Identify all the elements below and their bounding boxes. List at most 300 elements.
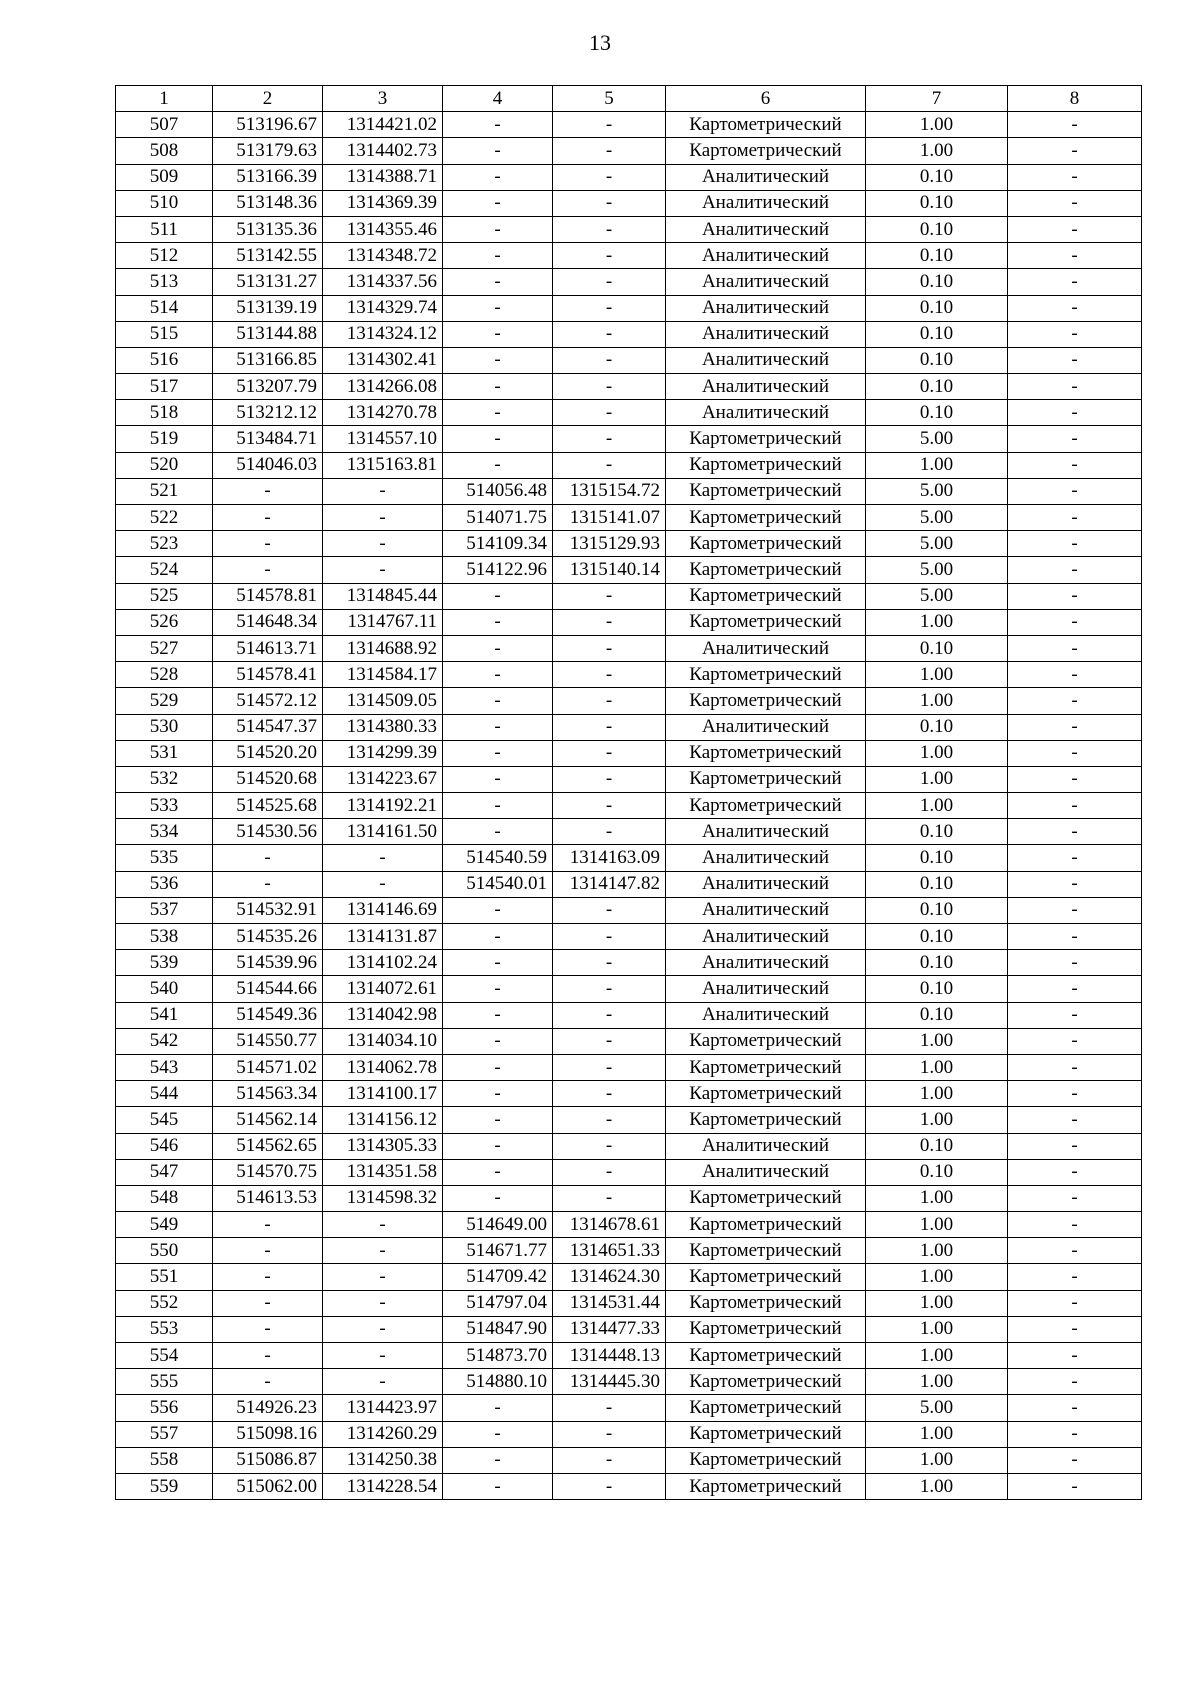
description-cell: - (1008, 845, 1142, 871)
accuracy-cell: 1.00 (866, 138, 1008, 164)
accuracy-cell: 0.10 (866, 714, 1008, 740)
method-cell: Аналитический (666, 950, 866, 976)
point-number-cell: 526 (116, 609, 213, 635)
x-coordinate-cell: 514572.12 (213, 688, 323, 714)
table-row (116, 164, 1142, 190)
x-new-cell: - (443, 583, 553, 609)
table-row (116, 426, 1142, 452)
x-coordinate-cell: 513148.36 (213, 190, 323, 216)
y-coordinate-cell: 1314380.33 (323, 714, 443, 740)
point-number-cell: 512 (116, 243, 213, 269)
description-cell: - (1008, 557, 1142, 583)
method-cell: Аналитический (666, 1133, 866, 1159)
accuracy-cell: 1.00 (866, 1185, 1008, 1211)
table-row (116, 216, 1142, 242)
x-new-cell: - (443, 714, 553, 740)
method-cell: Картометрический (666, 1447, 866, 1473)
y-coordinate-cell: - (323, 1238, 443, 1264)
method-cell: Картометрический (666, 1054, 866, 1080)
y-new-cell: - (553, 662, 666, 688)
x-coordinate-cell: - (213, 1264, 323, 1290)
method-cell: Картометрический (666, 609, 866, 635)
table-row (116, 1316, 1142, 1342)
x-coordinate-cell: - (213, 1316, 323, 1342)
method-cell: Картометрический (666, 1238, 866, 1264)
column-header: 1 (116, 86, 213, 112)
description-cell: - (1008, 1264, 1142, 1290)
description-cell: - (1008, 740, 1142, 766)
y-new-cell: 1315129.93 (553, 531, 666, 557)
x-new-cell: 514847.90 (443, 1316, 553, 1342)
table-row (116, 1238, 1142, 1264)
accuracy-cell: 1.00 (866, 1238, 1008, 1264)
y-coordinate-cell: 1314688.92 (323, 635, 443, 661)
x-new-cell: - (443, 740, 553, 766)
column-header: 8 (1008, 86, 1142, 112)
point-number-cell: 534 (116, 819, 213, 845)
point-number-cell: 520 (116, 452, 213, 478)
table-row (116, 1159, 1142, 1185)
y-coordinate-cell: - (323, 1369, 443, 1395)
y-new-cell: - (553, 740, 666, 766)
accuracy-cell: 0.10 (866, 635, 1008, 661)
y-new-cell: - (553, 1185, 666, 1211)
point-number-cell: 541 (116, 1002, 213, 1028)
description-cell: - (1008, 295, 1142, 321)
description-cell: - (1008, 1447, 1142, 1473)
method-cell: Картометрический (666, 688, 866, 714)
x-coordinate-cell: 514563.34 (213, 1081, 323, 1107)
y-new-cell: - (553, 347, 666, 373)
table-row (116, 347, 1142, 373)
table-row (116, 714, 1142, 740)
table-row (116, 505, 1142, 531)
table-row (116, 321, 1142, 347)
table-row (116, 478, 1142, 504)
table-row (116, 1290, 1142, 1316)
x-new-cell: - (443, 897, 553, 923)
accuracy-cell: 1.00 (866, 1290, 1008, 1316)
x-coordinate-cell: - (213, 505, 323, 531)
x-new-cell: - (443, 295, 553, 321)
x-new-cell: - (443, 793, 553, 819)
x-coordinate-cell: 514532.91 (213, 897, 323, 923)
x-new-cell: - (443, 321, 553, 347)
method-cell: Аналитический (666, 400, 866, 426)
description-cell: - (1008, 1473, 1142, 1499)
x-new-cell: - (443, 269, 553, 295)
accuracy-cell: 0.10 (866, 269, 1008, 295)
method-cell: Картометрический (666, 557, 866, 583)
method-cell: Картометрический (666, 662, 866, 688)
y-new-cell: - (553, 635, 666, 661)
x-new-cell: - (443, 112, 553, 138)
point-number-cell: 550 (116, 1238, 213, 1264)
point-number-cell: 528 (116, 662, 213, 688)
table-body (116, 86, 1142, 1500)
y-coordinate-cell: 1314131.87 (323, 924, 443, 950)
accuracy-cell: 1.00 (866, 1369, 1008, 1395)
accuracy-cell: 1.00 (866, 1343, 1008, 1369)
description-cell: - (1008, 897, 1142, 923)
point-number-cell: 547 (116, 1159, 213, 1185)
accuracy-cell: 1.00 (866, 1081, 1008, 1107)
x-coordinate-cell: 514562.14 (213, 1107, 323, 1133)
accuracy-cell: 0.10 (866, 347, 1008, 373)
x-coordinate-cell: 514547.37 (213, 714, 323, 740)
y-new-cell: - (553, 321, 666, 347)
table-row (116, 1185, 1142, 1211)
description-cell: - (1008, 1002, 1142, 1028)
y-new-cell: - (553, 1081, 666, 1107)
point-number-cell: 539 (116, 950, 213, 976)
table-row (116, 976, 1142, 1002)
x-new-cell: - (443, 400, 553, 426)
y-new-cell: - (553, 1107, 666, 1133)
x-new-cell: - (443, 1421, 553, 1447)
method-cell: Картометрический (666, 1316, 866, 1342)
y-coordinate-cell: - (323, 1264, 443, 1290)
x-coordinate-cell: 515086.87 (213, 1447, 323, 1473)
x-coordinate-cell: 514550.77 (213, 1028, 323, 1054)
x-new-cell: - (443, 976, 553, 1002)
table-row (116, 1107, 1142, 1133)
description-cell: - (1008, 1238, 1142, 1264)
point-number-cell: 546 (116, 1133, 213, 1159)
description-cell: - (1008, 1107, 1142, 1133)
x-new-cell: - (443, 1028, 553, 1054)
table-row (116, 1473, 1142, 1499)
description-cell: - (1008, 1343, 1142, 1369)
method-cell: Картометрический (666, 1081, 866, 1107)
x-coordinate-cell: 514046.03 (213, 452, 323, 478)
accuracy-cell: 0.10 (866, 321, 1008, 347)
x-coordinate-cell: 514544.66 (213, 976, 323, 1002)
accuracy-cell: 1.00 (866, 1028, 1008, 1054)
method-cell: Картометрический (666, 452, 866, 478)
point-number-cell: 525 (116, 583, 213, 609)
accuracy-cell: 1.00 (866, 766, 1008, 792)
y-new-cell: 1314624.30 (553, 1264, 666, 1290)
accuracy-cell: 0.10 (866, 871, 1008, 897)
accuracy-cell: 0.10 (866, 243, 1008, 269)
x-coordinate-cell: 515098.16 (213, 1421, 323, 1447)
y-new-cell: 1314445.30 (553, 1369, 666, 1395)
description-cell: - (1008, 662, 1142, 688)
y-coordinate-cell: 1314228.54 (323, 1473, 443, 1499)
y-coordinate-cell: 1314192.21 (323, 793, 443, 819)
column-header: 4 (443, 86, 553, 112)
y-coordinate-cell: 1314156.12 (323, 1107, 443, 1133)
description-cell: - (1008, 635, 1142, 661)
x-new-cell: 514873.70 (443, 1343, 553, 1369)
x-new-cell: - (443, 243, 553, 269)
point-number-cell: 519 (116, 426, 213, 452)
x-new-cell: - (443, 1447, 553, 1473)
method-cell: Аналитический (666, 1002, 866, 1028)
table-row (116, 688, 1142, 714)
table-row (116, 400, 1142, 426)
description-cell: - (1008, 531, 1142, 557)
description-cell: - (1008, 1369, 1142, 1395)
x-new-cell: 514649.00 (443, 1212, 553, 1238)
x-new-cell: - (443, 635, 553, 661)
accuracy-cell: 0.10 (866, 374, 1008, 400)
description-cell: - (1008, 1395, 1142, 1421)
y-new-cell: - (553, 216, 666, 242)
point-number-cell: 532 (116, 766, 213, 792)
method-cell: Картометрический (666, 1028, 866, 1054)
coordinates-table (115, 85, 1142, 1500)
x-new-cell: - (443, 1002, 553, 1028)
method-cell: Картометрический (666, 1264, 866, 1290)
y-coordinate-cell: - (323, 1212, 443, 1238)
method-cell: Аналитический (666, 714, 866, 740)
column-header: 6 (666, 86, 866, 112)
x-new-cell: - (443, 347, 553, 373)
method-cell: Картометрический (666, 766, 866, 792)
method-cell: Картометрический (666, 478, 866, 504)
y-new-cell: 1314651.33 (553, 1238, 666, 1264)
method-cell: Картометрический (666, 1212, 866, 1238)
description-cell: - (1008, 583, 1142, 609)
table-row (116, 1395, 1142, 1421)
x-new-cell: 514056.48 (443, 478, 553, 504)
y-coordinate-cell: 1314146.69 (323, 897, 443, 923)
page-number: 13 (589, 30, 611, 55)
table-row (116, 924, 1142, 950)
method-cell: Аналитический (666, 243, 866, 269)
point-number-cell: 551 (116, 1264, 213, 1290)
accuracy-cell: 0.10 (866, 1133, 1008, 1159)
table-row (116, 1133, 1142, 1159)
table-row (116, 845, 1142, 871)
y-coordinate-cell: 1314557.10 (323, 426, 443, 452)
y-coordinate-cell: 1314845.44 (323, 583, 443, 609)
y-new-cell: - (553, 269, 666, 295)
y-new-cell: - (553, 452, 666, 478)
y-coordinate-cell: 1314355.46 (323, 216, 443, 242)
y-coordinate-cell: 1314270.78 (323, 400, 443, 426)
x-coordinate-cell: - (213, 1343, 323, 1369)
x-coordinate-cell: 513135.36 (213, 216, 323, 242)
x-coordinate-cell: 513212.12 (213, 400, 323, 426)
point-number-cell: 544 (116, 1081, 213, 1107)
table-row (116, 1343, 1142, 1369)
method-cell: Картометрический (666, 1185, 866, 1211)
y-new-cell: 1314147.82 (553, 871, 666, 897)
y-coordinate-cell: 1314100.17 (323, 1081, 443, 1107)
point-number-cell: 535 (116, 845, 213, 871)
y-coordinate-cell: - (323, 557, 443, 583)
accuracy-cell: 1.00 (866, 1316, 1008, 1342)
point-number-cell: 554 (116, 1343, 213, 1369)
y-coordinate-cell: 1314305.33 (323, 1133, 443, 1159)
accuracy-cell: 0.10 (866, 976, 1008, 1002)
accuracy-cell: 1.00 (866, 452, 1008, 478)
table-row (116, 452, 1142, 478)
x-coordinate-cell: - (213, 1212, 323, 1238)
x-new-cell: - (443, 688, 553, 714)
y-new-cell: - (553, 897, 666, 923)
y-coordinate-cell: 1314324.12 (323, 321, 443, 347)
y-new-cell: - (553, 1028, 666, 1054)
column-header: 2 (213, 86, 323, 112)
point-number-cell: 530 (116, 714, 213, 740)
accuracy-cell: 1.00 (866, 688, 1008, 714)
description-cell: - (1008, 1185, 1142, 1211)
description-cell: - (1008, 243, 1142, 269)
y-coordinate-cell: 1314351.58 (323, 1159, 443, 1185)
y-coordinate-cell: 1314423.97 (323, 1395, 443, 1421)
y-new-cell: - (553, 1447, 666, 1473)
y-coordinate-cell: 1314250.38 (323, 1447, 443, 1473)
y-coordinate-cell: 1314369.39 (323, 190, 443, 216)
point-number-cell: 548 (116, 1185, 213, 1211)
x-coordinate-cell: 513166.39 (213, 164, 323, 190)
point-number-cell: 514 (116, 295, 213, 321)
accuracy-cell: 1.00 (866, 1054, 1008, 1080)
x-coordinate-cell: - (213, 531, 323, 557)
point-number-cell: 555 (116, 1369, 213, 1395)
y-coordinate-cell: 1314337.56 (323, 269, 443, 295)
x-new-cell: 514880.10 (443, 1369, 553, 1395)
y-new-cell: - (553, 766, 666, 792)
accuracy-cell: 5.00 (866, 478, 1008, 504)
y-coordinate-cell: - (323, 845, 443, 871)
y-coordinate-cell: - (323, 1290, 443, 1316)
y-coordinate-cell: - (323, 1316, 443, 1342)
x-new-cell: - (443, 1185, 553, 1211)
table-row (116, 1054, 1142, 1080)
x-coordinate-cell: 513131.27 (213, 269, 323, 295)
method-cell: Аналитический (666, 216, 866, 242)
x-coordinate-cell: 514578.41 (213, 662, 323, 688)
x-coordinate-cell: 515062.00 (213, 1473, 323, 1499)
y-new-cell: - (553, 243, 666, 269)
y-new-cell: - (553, 1473, 666, 1499)
accuracy-cell: 0.10 (866, 1159, 1008, 1185)
x-coordinate-cell: 514539.96 (213, 950, 323, 976)
description-cell: - (1008, 950, 1142, 976)
x-new-cell: 514797.04 (443, 1290, 553, 1316)
x-new-cell: - (443, 1133, 553, 1159)
point-number-cell: 509 (116, 164, 213, 190)
accuracy-cell: 0.10 (866, 190, 1008, 216)
accuracy-cell: 1.00 (866, 1212, 1008, 1238)
description-cell: - (1008, 426, 1142, 452)
y-coordinate-cell: - (323, 1343, 443, 1369)
y-new-cell: - (553, 426, 666, 452)
x-new-cell: - (443, 164, 553, 190)
description-cell: - (1008, 1212, 1142, 1238)
description-cell: - (1008, 138, 1142, 164)
point-number-cell: 508 (116, 138, 213, 164)
table-row (116, 557, 1142, 583)
method-cell: Аналитический (666, 190, 866, 216)
method-cell: Аналитический (666, 819, 866, 845)
accuracy-cell: 1.00 (866, 1473, 1008, 1499)
table-row (116, 1421, 1142, 1447)
x-coordinate-cell: - (213, 1290, 323, 1316)
y-coordinate-cell: 1314302.41 (323, 347, 443, 373)
method-cell: Картометрический (666, 112, 866, 138)
method-cell: Аналитический (666, 321, 866, 347)
y-new-cell: 1314448.13 (553, 1343, 666, 1369)
table-header-row (116, 86, 1142, 112)
method-cell: Картометрический (666, 426, 866, 452)
x-coordinate-cell: - (213, 557, 323, 583)
point-number-cell: 531 (116, 740, 213, 766)
accuracy-cell: 0.10 (866, 1002, 1008, 1028)
table-row (116, 1447, 1142, 1473)
table-row (116, 112, 1142, 138)
description-cell: - (1008, 112, 1142, 138)
accuracy-cell: 5.00 (866, 557, 1008, 583)
description-cell: - (1008, 688, 1142, 714)
method-cell: Картометрический (666, 531, 866, 557)
table-row (116, 950, 1142, 976)
column-header: 5 (553, 86, 666, 112)
x-coordinate-cell: 513196.67 (213, 112, 323, 138)
x-coordinate-cell: 513179.63 (213, 138, 323, 164)
y-new-cell: 1315141.07 (553, 505, 666, 531)
method-cell: Картометрический (666, 1421, 866, 1447)
accuracy-cell: 5.00 (866, 583, 1008, 609)
method-cell: Аналитический (666, 871, 866, 897)
method-cell: Картометрический (666, 1369, 866, 1395)
point-number-cell: 558 (116, 1447, 213, 1473)
x-new-cell: 514709.42 (443, 1264, 553, 1290)
x-new-cell: - (443, 766, 553, 792)
description-cell: - (1008, 347, 1142, 373)
description-cell: - (1008, 505, 1142, 531)
method-cell: Аналитический (666, 164, 866, 190)
point-number-cell: 524 (116, 557, 213, 583)
x-coordinate-cell: 514520.68 (213, 766, 323, 792)
description-cell: - (1008, 190, 1142, 216)
x-new-cell: 514071.75 (443, 505, 553, 531)
y-coordinate-cell: 1314584.17 (323, 662, 443, 688)
point-number-cell: 557 (116, 1421, 213, 1447)
accuracy-cell: 5.00 (866, 1395, 1008, 1421)
point-number-cell: 553 (116, 1316, 213, 1342)
x-coordinate-cell: 514549.36 (213, 1002, 323, 1028)
description-cell: - (1008, 1316, 1142, 1342)
x-coordinate-cell: - (213, 1238, 323, 1264)
y-coordinate-cell: 1315163.81 (323, 452, 443, 478)
table-row (116, 662, 1142, 688)
x-coordinate-cell: 514562.65 (213, 1133, 323, 1159)
y-coordinate-cell: 1314421.02 (323, 112, 443, 138)
y-new-cell: - (553, 976, 666, 1002)
y-new-cell: - (553, 950, 666, 976)
description-cell: - (1008, 400, 1142, 426)
y-new-cell: - (553, 1421, 666, 1447)
point-number-cell: 521 (116, 478, 213, 504)
x-new-cell: 514540.01 (443, 871, 553, 897)
method-cell: Картометрический (666, 1107, 866, 1133)
y-new-cell: - (553, 924, 666, 950)
y-coordinate-cell: 1314161.50 (323, 819, 443, 845)
description-cell: - (1008, 1159, 1142, 1185)
y-coordinate-cell: 1314348.72 (323, 243, 443, 269)
method-cell: Картометрический (666, 1395, 866, 1421)
description-cell: - (1008, 321, 1142, 347)
y-new-cell: - (553, 374, 666, 400)
table-row (116, 269, 1142, 295)
method-cell: Картометрический (666, 138, 866, 164)
